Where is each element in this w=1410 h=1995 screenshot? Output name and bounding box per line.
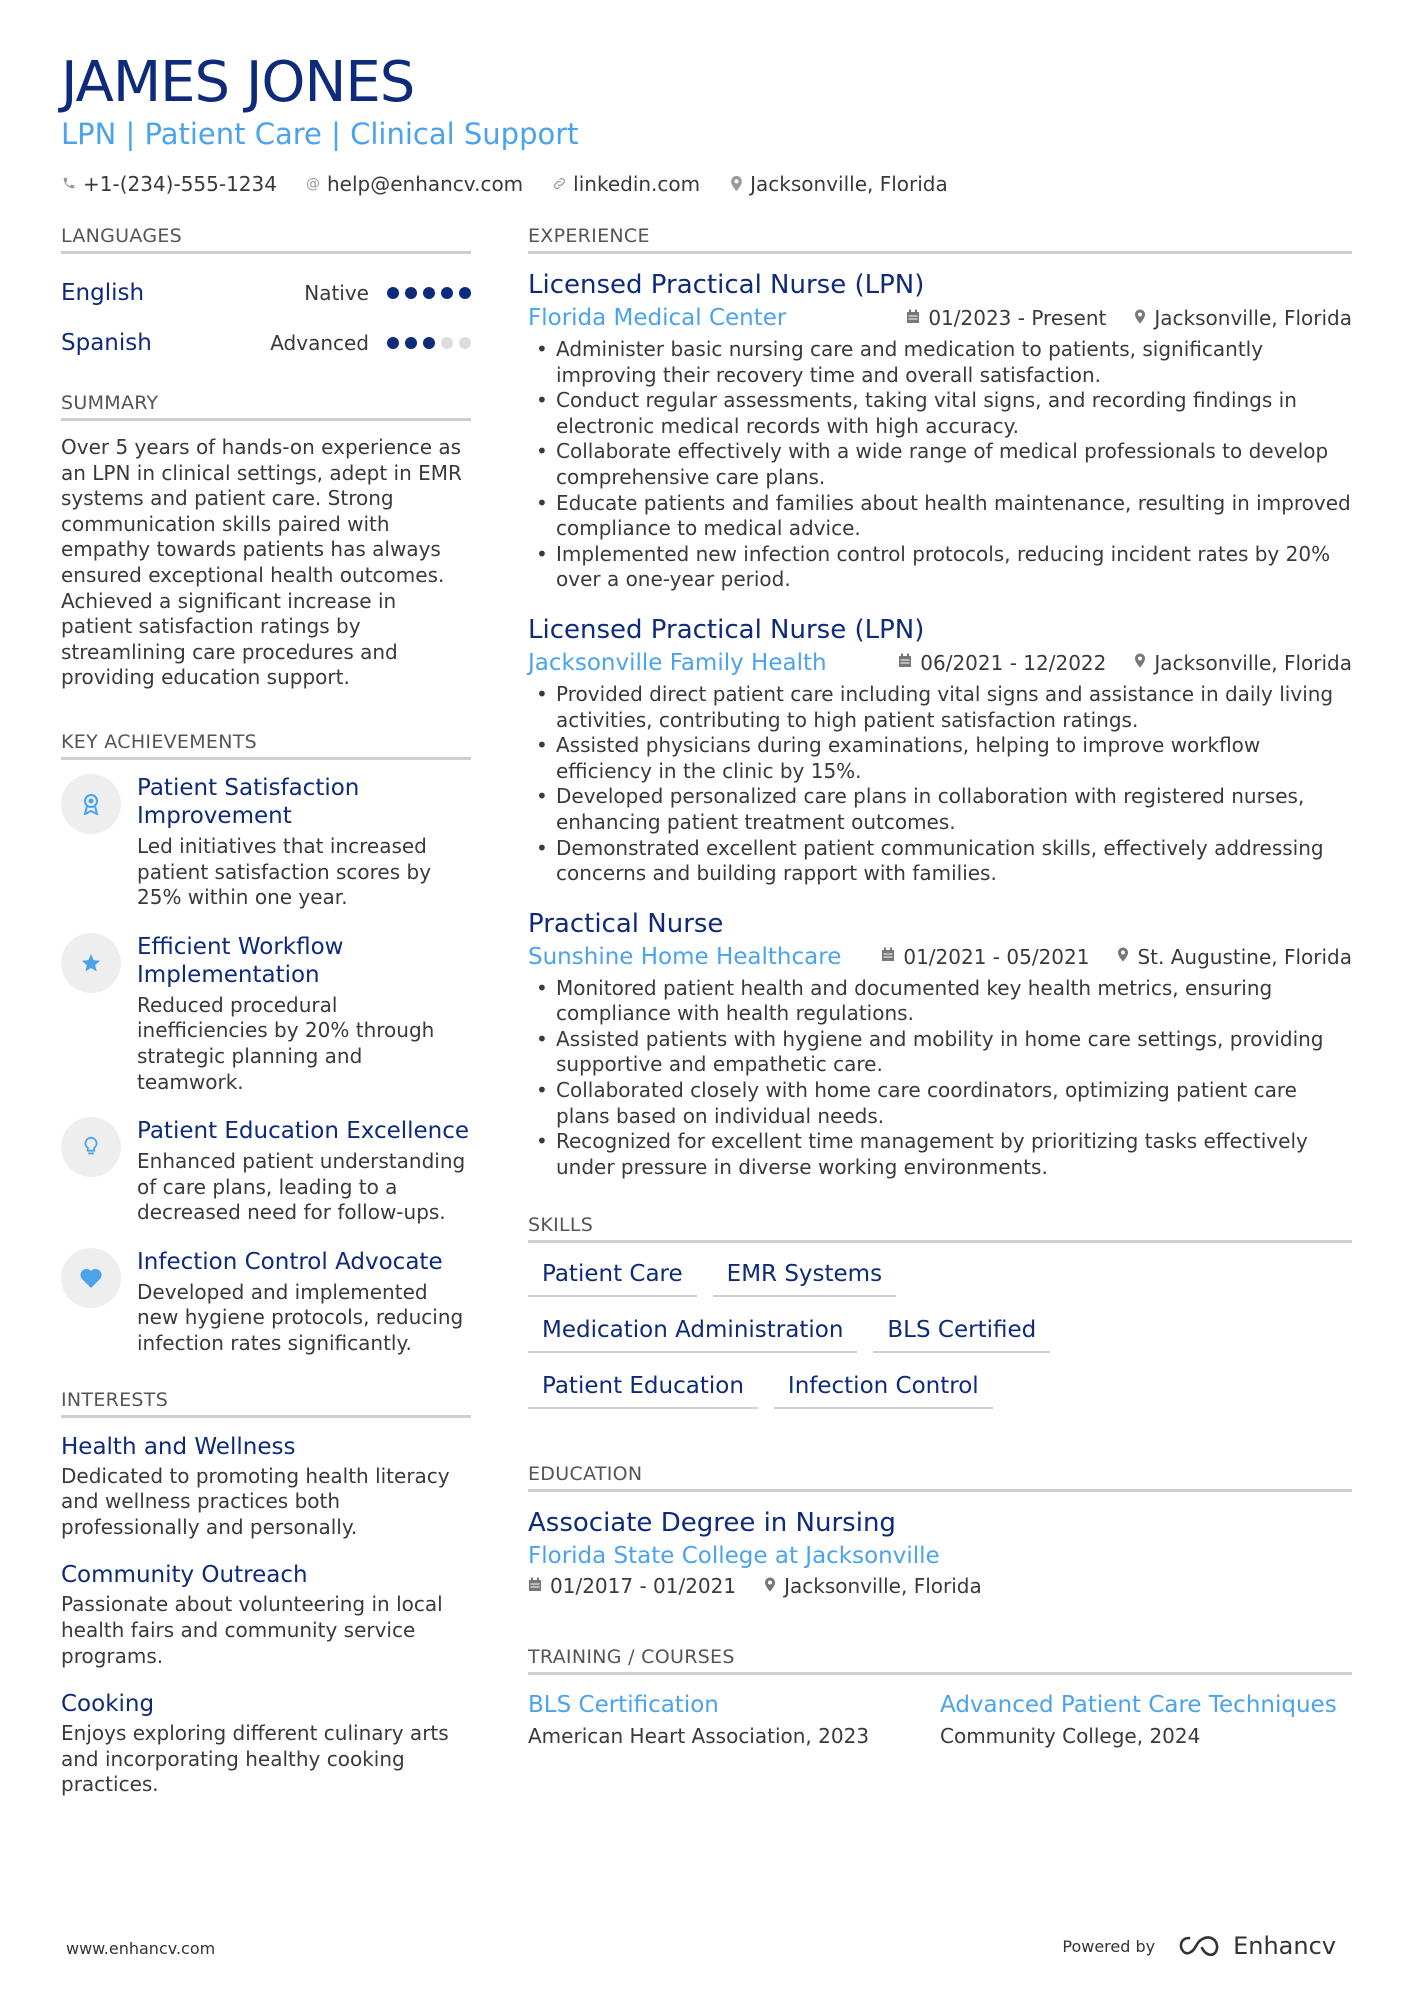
experience-item [528, 907, 1352, 1181]
job-bullet: • Monitored patient health and documented key health metrics, ensuring compliance with health regulations. [528, 976, 1352, 1027]
interest-description: Dedicated to promoting health literacy and wellness practices both professionally and personally. [61, 1463, 450, 1539]
achievement-body [137, 1117, 471, 1226]
achievement-item [61, 933, 471, 1095]
star-icon [61, 933, 121, 993]
company-name: Jacksonville Family Health [528, 649, 827, 676]
job-bullets [528, 682, 1352, 887]
job-bullet: • Assisted physicians during examinations, helping to improve workflow efficiency in the clinic by 15%. [528, 733, 1352, 784]
contact-email[interactable] [305, 172, 523, 196]
language-rating [387, 337, 471, 349]
education-school: Florida State College at Jacksonville [528, 1543, 940, 1570]
candidate-name: JAMES JONES [61, 50, 415, 115]
language-rating [387, 287, 471, 299]
rating-dot [405, 337, 417, 349]
job-bullet: • Collaborated closely with home care coordinators, optimizing patient care plans based on individual needs. [528, 1078, 1352, 1129]
linkedin-text: linkedin.com [573, 172, 701, 196]
job-location-text: Jacksonville, Florida [1154, 650, 1352, 675]
interest-title: Health and Wellness [61, 1433, 296, 1460]
link-icon [551, 176, 567, 192]
job-bullet: • Demonstrated excellent patient communication skills, effectively addressing concerns and building rapport with families. [528, 836, 1352, 887]
skill-tag: Patient Care [528, 1257, 697, 1297]
rating-dot [441, 337, 453, 349]
course-description: American Heart Association, 2023 [528, 1724, 870, 1749]
map-pin-icon [1134, 653, 1146, 672]
job-dates-text: 01/2021 - 05/2021 [903, 944, 1090, 969]
powered-by-label: Powered by [1062, 1936, 1156, 1956]
job-dates [881, 945, 1089, 969]
experience-item [528, 613, 1352, 887]
resume-header [61, 50, 1361, 196]
interests-heading: INTERESTS [61, 1389, 471, 1418]
achievement-body [137, 1248, 471, 1357]
language-name: English [61, 280, 145, 306]
language-level-group [270, 331, 471, 355]
job-meta [528, 305, 1352, 331]
job-bullet: • Collaborate effectively with a wide range of medical professionals to develop comprehensive care plans. [528, 439, 1352, 490]
achievement-description: Enhanced patient understanding of care plans, leading to a decreased need for follow-ups. [137, 1149, 466, 1225]
achievement-description: Developed and implemented new hygiene protocols, reducing infection rates significantly. [137, 1279, 464, 1356]
contact-linkedin[interactable] [551, 172, 700, 196]
rating-dot [441, 287, 453, 299]
training-list [528, 1689, 1352, 1751]
job-location [1117, 945, 1352, 969]
job-meta [528, 944, 1352, 970]
interest-title: Community Outreach [61, 1562, 308, 1589]
achievements-list [61, 774, 471, 1357]
email-text: help@enhancv.com [326, 172, 524, 196]
achievement-item [61, 1248, 471, 1357]
rating-dot [423, 287, 435, 299]
language-level: Native [304, 281, 369, 305]
job-location-text: St. Augustine, Florida [1137, 944, 1352, 969]
job-dates [906, 306, 1106, 330]
achievement-title: Patient Education Excellence [137, 1118, 470, 1145]
job-location [1134, 651, 1352, 675]
language-level-group [304, 281, 471, 305]
calendar-icon [528, 1577, 542, 1596]
job-bullet: • Administer basic nursing care and medication to patients, significantly improving their recovery time and overall satisfaction. [528, 337, 1352, 388]
education-heading: EDUCATION [528, 1463, 1352, 1492]
experience-item [528, 268, 1352, 593]
job-meta-details [881, 945, 1352, 969]
language-row [61, 318, 471, 368]
job-bullet: • Provided direct patient care including vital signs and assistance in daily living activities, contributing to high patient satisfaction ratings. [528, 682, 1352, 733]
skill-tag: EMR Systems [713, 1257, 896, 1297]
job-location [1134, 306, 1352, 330]
phone-icon [61, 176, 77, 192]
language-level: Advanced [270, 331, 369, 355]
job-dates-text: 01/2023 - Present [928, 306, 1107, 330]
rating-dot [459, 287, 471, 299]
education-dates [528, 1574, 736, 1598]
course-title: BLS Certification [528, 1692, 719, 1719]
achievement-title: Efficient Workflow Implementation [137, 933, 344, 988]
job-bullet: • Developed personalized care plans in collaboration with registered nurses, enhancing patient treatment outcomes. [528, 784, 1352, 835]
education-degree: Associate Degree in Nursing [528, 1508, 896, 1539]
interests-list [61, 1432, 471, 1798]
contact-bar [61, 172, 1361, 196]
education-dates-text: 01/2017 - 01/2021 [550, 1574, 737, 1599]
at-icon: @ [305, 176, 320, 192]
job-title: Licensed Practical Nurse (LPN) [528, 270, 925, 300]
language-row [61, 268, 471, 318]
summary-text: Over 5 years of hands-on experience as an LPN in clinical settings, adept in EMR systems and patient care. Strong communication skills paired with empathy towards patients has always ensured exceptional health outcomes. Achieved a significant increase in patient satisfaction ratings by streamlining care procedures and providing education support. [61, 435, 462, 690]
summary-heading: SUMMARY [61, 392, 471, 421]
calendar-icon [898, 653, 912, 672]
rating-dot [387, 337, 399, 349]
interest-title: Cooking [61, 1691, 155, 1718]
award-icon [61, 774, 121, 834]
skills-heading: SKILLS [528, 1214, 1352, 1243]
map-pin-icon [1134, 309, 1146, 328]
map-pin-icon [728, 176, 744, 192]
job-meta-details [898, 651, 1352, 675]
right-column [528, 225, 1352, 1751]
job-bullets [528, 337, 1352, 593]
languages-heading: LANGUAGES [61, 225, 471, 254]
skill-tag: Patient Education [528, 1369, 758, 1409]
achievement-description: Reduced procedural inefficiencies by 20% through strategic planning and teamwork. [137, 992, 435, 1094]
course-title: Advanced Patient Care Techniques [940, 1692, 1337, 1719]
rating-dot [405, 287, 417, 299]
job-dates-text: 06/2021 - 12/2022 [920, 650, 1107, 675]
education-meta [528, 1574, 1352, 1598]
company-name: Florida Medical Center [528, 305, 787, 331]
achievement-title: Infection Control Advocate [137, 1248, 443, 1275]
phone-text: +1-(234)-555-1234 [83, 172, 277, 196]
achievement-body [137, 774, 471, 911]
brand-logo [1177, 1932, 1336, 1960]
heart-icon [61, 1248, 121, 1308]
skill-tag: Medication Administration [528, 1313, 857, 1353]
map-pin-icon [764, 1577, 776, 1596]
rating-dot [459, 337, 471, 349]
job-bullets [528, 976, 1352, 1181]
language-name: Spanish [61, 330, 152, 356]
footer-website[interactable]: www.enhancv.com [66, 1939, 216, 1958]
achievement-item [61, 774, 471, 911]
job-location-text: Jacksonville, Florida [1154, 306, 1352, 330]
map-pin-icon [1117, 947, 1129, 966]
achievement-description: Led initiatives that increased patient satisfaction scores by 25% within one year. [137, 833, 432, 910]
education-location [764, 1574, 982, 1598]
job-dates [898, 651, 1106, 675]
job-title: Practical Nurse [528, 908, 724, 939]
skill-tag: Infection Control [774, 1369, 993, 1409]
course-item [940, 1689, 1352, 1751]
footer-branding[interactable] [1062, 1932, 1336, 1960]
calendar-icon [906, 309, 920, 328]
contact-phone[interactable] [61, 172, 277, 196]
skills-list [528, 1257, 1208, 1409]
job-bullet: • Conduct regular assessments, taking vital signs, and recording findings in electronic medical records with high accuracy. [528, 388, 1352, 439]
candidate-headline: LPN | Patient Care | Clinical Support [61, 117, 579, 151]
brand-name: Enhancv [1233, 1932, 1336, 1960]
job-bullet: • Recognized for excellent time management by prioritizing tasks effectively under pressure in diverse working environments. [528, 1129, 1352, 1180]
contact-location [728, 172, 948, 196]
experience-heading: EXPERIENCE [528, 225, 1352, 254]
achievement-body [137, 933, 471, 1095]
left-column [61, 225, 471, 1818]
training-heading: TRAINING / COURSES [528, 1646, 1352, 1675]
job-title: Licensed Practical Nurse (LPN) [528, 614, 925, 645]
enhancv-logo-icon [1177, 1934, 1223, 1958]
experience-list [528, 268, 1352, 1180]
achievement-item [61, 1117, 471, 1226]
skill-tag: BLS Certified [873, 1313, 1050, 1353]
job-meta-details [906, 306, 1352, 330]
achievements-heading: KEY ACHIEVEMENTS [61, 731, 471, 760]
job-bullet: • Implemented new infection control protocols, reducing incident rates by 20% over a one-year period. [528, 542, 1352, 593]
company-name: Sunshine Home Healthcare [528, 943, 842, 970]
course-item [528, 1689, 940, 1751]
education-location-text: Jacksonville, Florida [784, 1574, 982, 1599]
interest-description: Passionate about volunteering in local health fairs and community service programs. [61, 1592, 443, 1668]
achievement-title: Patient Satisfaction Improvement [137, 774, 360, 829]
job-meta [528, 650, 1352, 676]
rating-dot [423, 337, 435, 349]
course-description: Community College, 2024 [940, 1724, 1201, 1749]
languages-list [61, 268, 471, 368]
interest-description: Enjoys exploring different culinary arts and incorporating healthy cooking practices. [61, 1721, 449, 1797]
calendar-icon [881, 947, 895, 966]
job-bullet: • Assisted patients with hygiene and mobility in home care settings, providing supportive and empathetic care. [528, 1027, 1352, 1078]
lightbulb-icon [61, 1117, 121, 1177]
job-bullet: • Educate patients and families about health maintenance, resulting in improved compliance to medical advice. [528, 491, 1352, 542]
rating-dot [387, 287, 399, 299]
location-text: Jacksonville, Florida [750, 172, 948, 196]
